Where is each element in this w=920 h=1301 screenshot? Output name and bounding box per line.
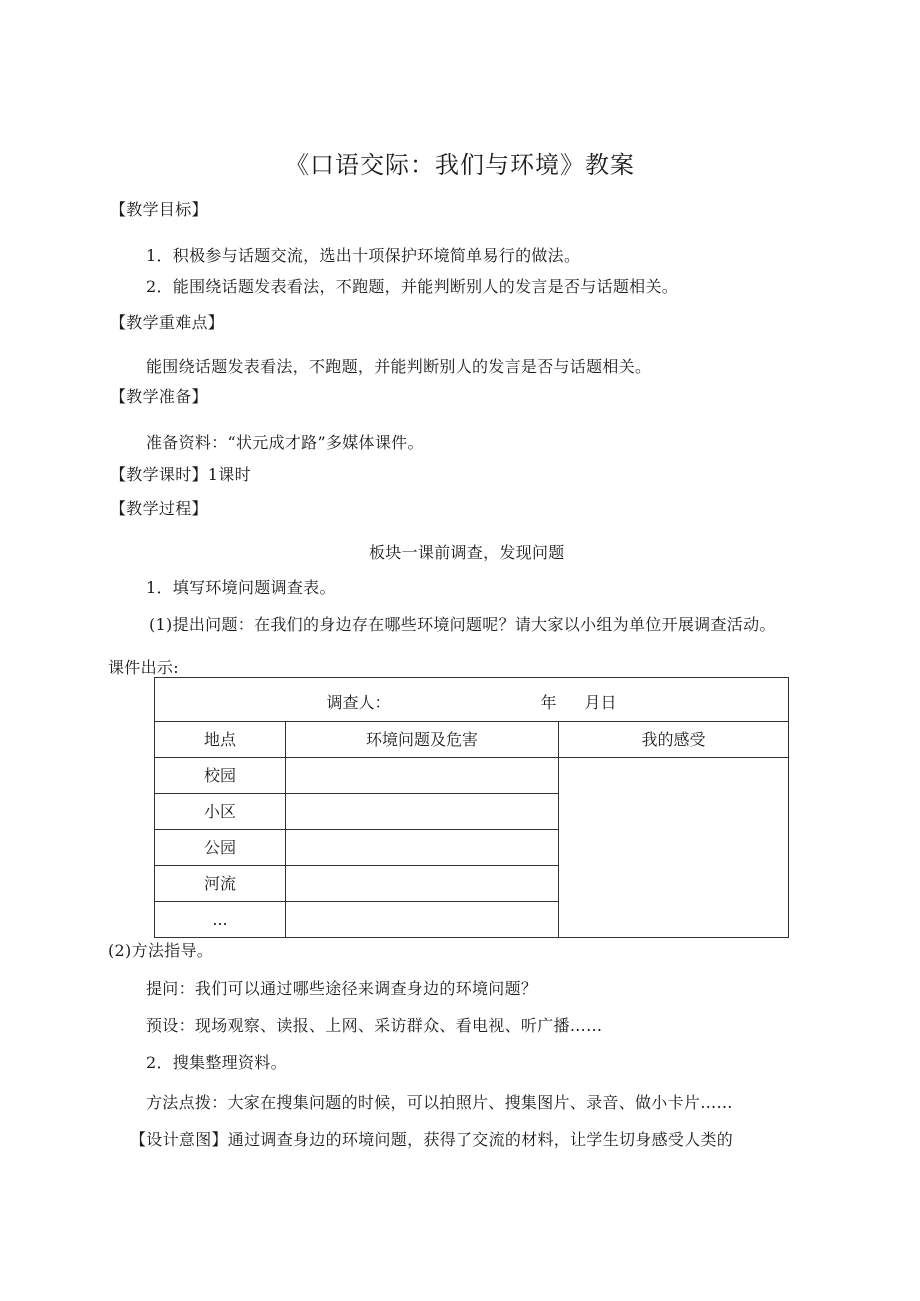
year-label: 年 — [540, 692, 557, 712]
problem-cell — [286, 902, 559, 938]
goal-2: 2．能围绕话题发表看法，不跑题，并能判断别人的发言是否与话题相关。 — [146, 277, 679, 296]
col-problem: 环境问题及危害 — [286, 722, 559, 758]
courseware-label: 课件出示: — [108, 658, 179, 677]
key-points-text: 能围绕话题发表看法，不跑题，并能判断别人的发言是否与话题相关。 — [146, 357, 652, 376]
key-points-heading: 【教学重难点】 — [110, 313, 225, 332]
survey-header-cell — [155, 678, 789, 722]
question-line: 提问：我们可以通过哪些途径来调查身边的环境问题？ — [146, 979, 538, 998]
step-1-2: (2)方法指导。 — [108, 941, 214, 960]
investigator-label: 调查人： — [326, 692, 391, 712]
feeling-cell — [559, 758, 789, 938]
survey-table — [154, 677, 789, 938]
block-one-title: 板块一课前调查，发现问题 — [369, 543, 565, 562]
preset-line: 预设：现场观察、读报、上网、采访群众、看电视、听广播…… — [146, 1016, 603, 1035]
problem-cell — [286, 866, 559, 902]
step-1-1: (1)提出问题：在我们的身边存在哪些环境问题呢？请大家以小组为单位开展调查活动。 — [149, 615, 776, 634]
survey-header-row — [155, 678, 789, 722]
problem-cell — [286, 758, 559, 794]
tips-line: 方法点拨：大家在搜集问题的时候，可以拍照片、搜集图片、录音、做小卡片…… — [146, 1093, 733, 1112]
survey-columns-row — [155, 722, 789, 758]
design-intent-line: 【设计意图】通过调查身边的环境问题，获得了交流的材料，让学生切身感受人类的 — [130, 1130, 734, 1149]
prep-heading: 【教学准备】 — [110, 387, 208, 406]
step-2: 2．搜集整理资料。 — [146, 1053, 287, 1072]
col-location: 地点 — [155, 722, 286, 758]
location-cell: 校园 — [155, 758, 286, 794]
location-cell: 河流 — [155, 866, 286, 902]
location-cell: 公园 — [155, 830, 286, 866]
goals-heading: 【教学目标】 — [110, 200, 208, 219]
month-day-label: 月日 — [584, 692, 617, 712]
goal-1: 1．积极参与话题交流，选出十项保护环境简单易行的做法。 — [146, 246, 581, 265]
location-cell: ... — [155, 902, 286, 938]
step-1: 1．填写环境问题调查表。 — [146, 578, 336, 597]
location-cell: 小区 — [155, 794, 286, 830]
hours-line: 【教学课时】1课时 — [110, 465, 251, 484]
problem-cell — [286, 830, 559, 866]
table-row — [155, 758, 789, 794]
col-feeling: 我的感受 — [559, 722, 789, 758]
prep-text: 准备资料：“状元成才路”多媒体课件。 — [146, 433, 424, 452]
document-title: 《口语交际：我们与环境》教案 — [285, 151, 635, 179]
process-heading: 【教学过程】 — [110, 499, 208, 518]
problem-cell — [286, 794, 559, 830]
